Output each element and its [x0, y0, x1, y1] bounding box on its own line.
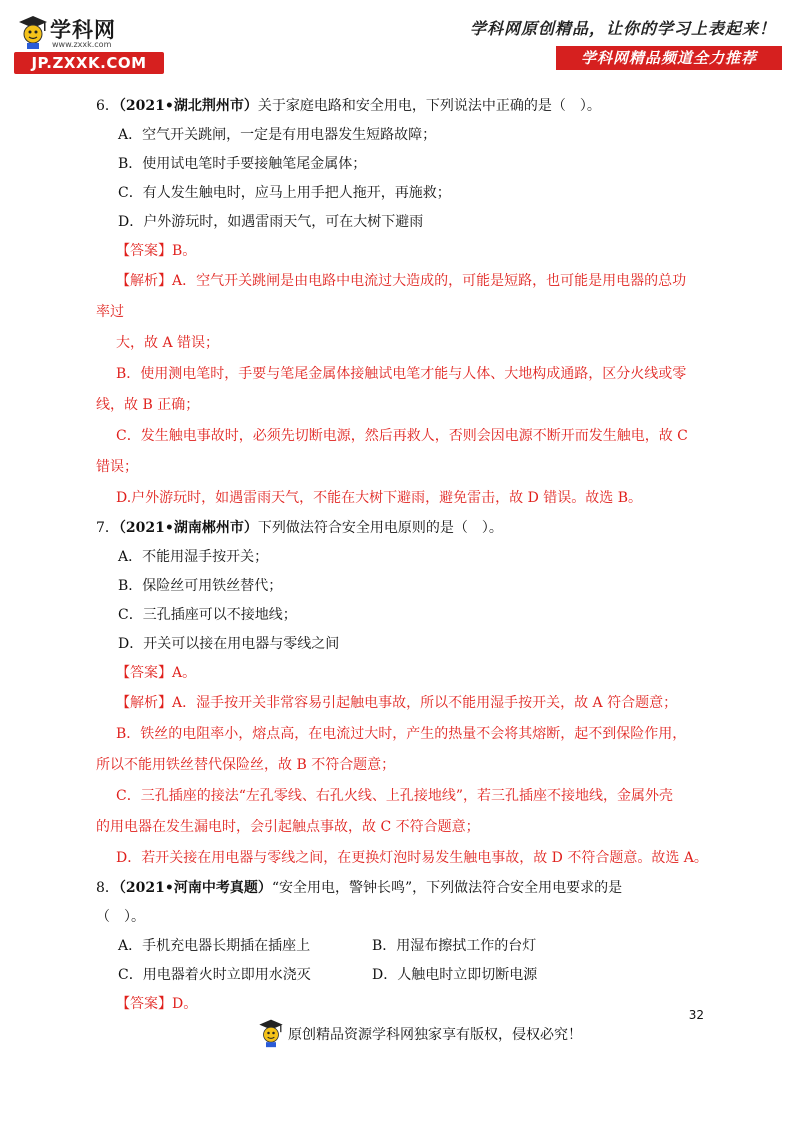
question-source: （2021•河南中考真题） — [118, 880, 272, 896]
site-logo[interactable] — [14, 12, 164, 74]
copyright-notice: 原创精品资源学科网独家享有版权，侵权必究！ — [288, 1027, 582, 1043]
explanation-line: 所以不能用铁丝替代保险丝，故 B 不符合题意； — [96, 757, 396, 773]
explanation-line: 率过 — [96, 304, 124, 320]
question-6-title — [96, 92, 706, 121]
question-source: （2021•湖南郴州市） — [118, 520, 258, 536]
explanation-line: 错误； — [96, 459, 138, 475]
logo-url-badge: JP.ZXXK.COM — [14, 52, 164, 74]
question-8-title — [96, 874, 706, 903]
question-stem-continued: （ ）。 — [96, 909, 145, 925]
graduate-mascot-icon — [18, 14, 48, 50]
logo-title: 学科网 — [50, 18, 116, 42]
explanation-line: 大，故 A 错误； — [116, 335, 220, 351]
question-number: 6． — [96, 98, 119, 114]
options-row — [96, 932, 706, 961]
option-c: C．用电器着火时立即用水浇灭 — [118, 967, 311, 983]
options-row — [96, 961, 706, 990]
option-b: B．用湿布擦拭工作的台灯 — [372, 938, 537, 954]
option-c: C．三孔插座可以不接地线； — [118, 607, 297, 623]
explanation-line: 【解析】A．湿手按开关非常容易引起触电事故，所以不能用湿手按开关，故 A 符合题意； — [116, 695, 678, 711]
document-body — [96, 92, 706, 1019]
question-stem: 下列做法符合安全用电原则的是（ ）。 — [257, 520, 503, 536]
answer: 【答案】D。 — [116, 996, 198, 1012]
option-a: A．手机充电器长期插在插座上 — [118, 938, 311, 954]
option-a: A．空气开关跳闸，一定是有用电器发生短路故障； — [118, 127, 437, 143]
explanation-line: B．使用测电笔时，手要与笔尾金属体接触试电笔才能与人体、大地构成通路，区分火线或零 — [116, 366, 687, 382]
option-b: B．使用试电笔时手要接触笔尾金属体； — [118, 156, 367, 172]
option-a: A．不能用湿手按开关； — [118, 549, 269, 565]
explanation-line: C．三孔插座的接法“左孔零线、右孔火线、上孔接地线”，若三孔插座不接地线，金属外壳 — [116, 788, 674, 804]
explanation-line: 【解析】A．空气开关跳闸是由电路中电流过大造成的，可能是短路，也可能是用电器的总功 — [116, 273, 687, 289]
option-d: D．人触电时立即切断电源 — [372, 967, 538, 983]
question-stem: 关于家庭电路和安全用电，下列说法中正确的是（ ）。 — [257, 98, 601, 114]
page-number: 32 — [688, 1008, 704, 1022]
option-d: D．开关可以接在用电器与零线之间 — [118, 636, 340, 652]
explanation-line: 线，故 B 正确； — [96, 397, 200, 413]
option-b: B．保险丝可用铁丝替代； — [118, 578, 283, 594]
question-source: （2021•湖北荆州市） — [118, 98, 258, 114]
logo-subtitle: www.zxxk.com — [52, 40, 112, 49]
explanation-line: C．发生触电事故时，必须先切断电源，然后再救人，否则会因电源不断开而发生触电，故 C — [116, 428, 688, 444]
header-slogan: 学科网原创精品，让你的学习上表起来！ — [469, 19, 776, 38]
option-d: D．户外游玩时，如遇雷雨天气，可在大树下避雨 — [118, 214, 424, 230]
question-7-title — [96, 514, 706, 543]
page-header — [0, 0, 800, 80]
explanation-line: B．铁丝的电阻率小，熔点高，在电流过大时，产生的热量不会将其熔断，起不到保险作用， — [116, 726, 687, 742]
header-banner: 学科网精品频道全力推荐 — [556, 46, 782, 70]
option-c: C．有人发生触电时，应马上用手把人拖开，再施救； — [118, 185, 451, 201]
question-number: 7． — [96, 520, 119, 536]
explanation-line: 的用电器在发生漏电时，会引起触点事故，故 C 不符合题意； — [96, 819, 480, 835]
explanation-line: D.户外游玩时，如遇雷雨天气，不能在大树下避雨，避免雷击，故 D 错误。故选 B。 — [116, 490, 643, 506]
explanation-line: D．若开关接在用电器与零线之间，在更换灯泡时易发生触电事故，故 D 不符合题意。故选 A。 — [116, 850, 708, 866]
question-stem: “安全用电，警钟长鸣”，下列做法符合安全用电要求的是 — [271, 880, 623, 896]
graduate-mascot-icon — [258, 1018, 284, 1048]
answer: 【答案】A。 — [116, 665, 197, 681]
question-number: 8． — [96, 880, 119, 896]
answer: 【答案】B。 — [116, 243, 197, 259]
